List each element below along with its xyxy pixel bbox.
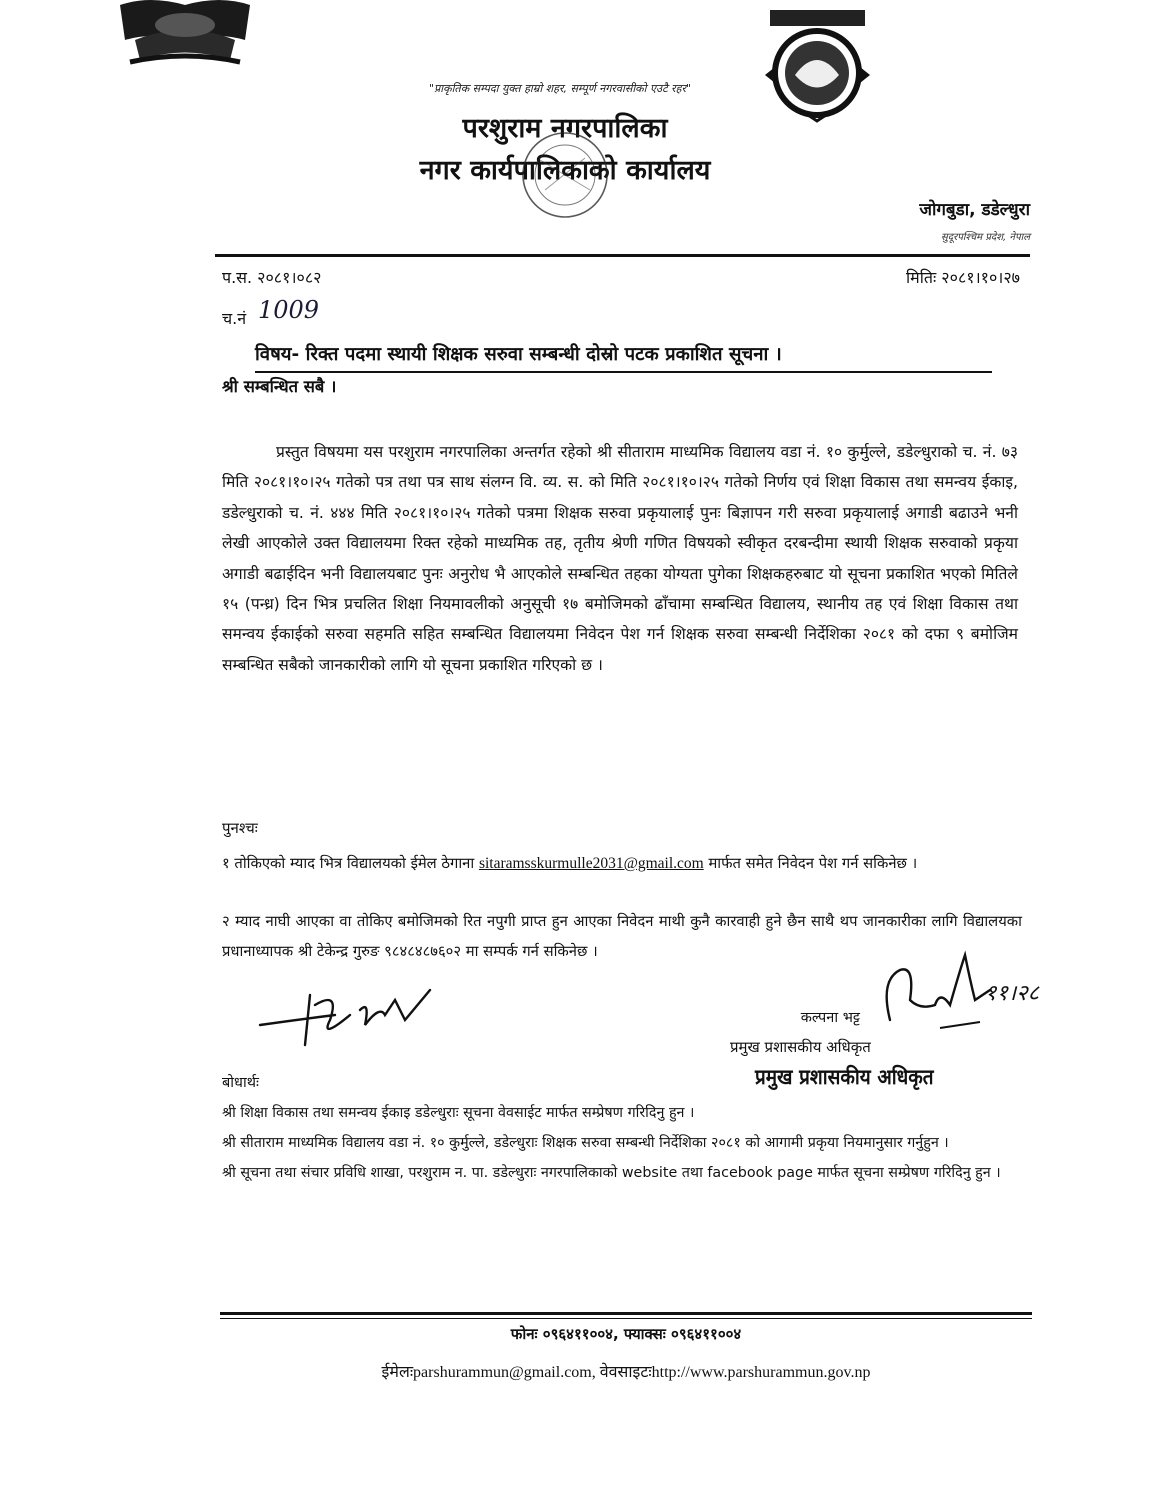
header-divider (215, 254, 1030, 257)
office-province: सुदूरपश्चिम प्रदेश, नेपाल (941, 232, 1030, 243)
notice-subject: विषय- रिक्त पदमा स्थायी शिक्षक सरुवा सम्बन्धी दोस्रो पटक प्रकाशित सूचना । (255, 344, 782, 365)
office-address: जोगबुडा, डडेल्धुरा (919, 200, 1030, 220)
school-email-link[interactable]: sitaramsskurmulle2031@gmail.com (478, 855, 704, 872)
cc-item: श्री शिक्षा विकास तथा समन्वय ईकाइ डडेल्धुराः सूचना वेवसाईट मार्फत सम्प्रेषण गरिदिनु हुन । (222, 1105, 695, 1121)
subject-underline (255, 371, 992, 373)
reference-number: प.स. २०८१।०८२ (222, 268, 322, 287)
footer-phone-fax: फोनः ०९६४११००४, फ्याक्सः ०९६४११००४ (510, 1325, 742, 1343)
salutation: श्री सम्बन्धित सबै । (222, 377, 337, 396)
office-stamp-icon (505, 130, 625, 230)
footer-divider (220, 1312, 1032, 1315)
postscript-label: पुनश्चः (222, 819, 258, 837)
office-name: नगर कार्यपालिकाको कार्यालय (419, 155, 711, 186)
letter-date: मितिः २०८१।१०।२७ (906, 268, 1020, 287)
footer-email-website: ईमेलःparshurammun@gmail.com, वेवसाइटःhttp://www.parshurammun.gov.np (381, 1364, 871, 1381)
signature-date: ११।२८ (985, 981, 1040, 1006)
signatory-name: कल्पना भट्ट (800, 1010, 860, 1026)
cc-label: बोधार्थः (222, 1075, 259, 1091)
right-signature (880, 950, 1055, 1040)
dispatch-number: 1009 (258, 296, 320, 324)
signatory-title: प्रमुख प्रशासकीय अधिकृत (730, 1038, 871, 1056)
footer-divider-thin (220, 1318, 1032, 1319)
dispatch-label: च.नं (222, 309, 247, 328)
notice-body: प्रस्तुत विषयमा यस परशुराम नगरपालिका अन्तर्गत रहेको श्री सीताराम माध्यमिक विद्यालय वडा नं. १० कुर्मुल्ले, डडेल्धुराको च. नं. ७३ मिति २०८१।१०।२५ गतेको पत्र तथा पत्र साथ संलग्न वि. व्य. स. को मिति २०८१।१०।२५ गतेको निर्णय एवं शिक्षा विकास तथा समन्वय ईकाइ, डडेल्धुराको च. नं. ४४४ मिति २०८१।१०।२५ गतेको पत्रमा शिक्षक सरुवा प्रकृयालाई पुनः बिज्ञापन गरी सरुवा प्रकृयालाई अगाडी बढाउने भनी लेखी आएकोले उक्त विद्यालयमा रिक्त रहेको माध्यमिक तह, तृतीय श्रेणी गणित विषयको स्वीकृत दरबन्दीमा स्थायी शिक्षक सरुवाको प्रकृया अगाडी बढाईदिन भनी विद्यालयबाट पुनः अनुरोध भै आएकोले सम्बन्धित तहका योग्यता पुगेका शिक्षकहरुबाट यो सूचना प्रकाशित भएको मितिले १५ (पन्ध्र) दिन भित्र प्रचलित शिक्षा नियमावलीको अनुसूची १७ बमोजिमको ढाँचामा सम्बन्धित विद्यालय, स्थानीय तह एवं शिक्षा विकास तथा समन्वय ईकाईको सरुवा सहमति सहित सम्बन्धित विद्यालयमा निवेदन पेश गर्न शिक्षक सरुवा सम्बन्धी निर्देशिका २०८१ को दफा ९ बमोजिम सम्बन्धित सबैको जानकारीको लागि यो सूचना प्रकाशित गरिएको छ । (222, 443, 1018, 674)
cc-list (222, 1098, 1022, 1188)
cc-item: श्री सूचना तथा संचार प्रविधि शाखा, परशुराम न. पा. डडेल्धुराः नगरपालिकाको website तथा facebook page मार्फत सूचना सम्प्रेषण गरिदिनु हुन । (222, 1165, 1001, 1181)
motto-text: "प्राकृतिक सम्पदा युक्त हाम्रो शहर, सम्पूर्ण नगरवासीको एउटै रहर" (428, 82, 692, 95)
municipality-logo-icon (755, 5, 880, 125)
left-signature (255, 985, 440, 1055)
municipality-name: परशुराम नगरपालिका (462, 113, 668, 144)
designation-stamp: प्रमुख प्रशासकीय अधिकृत (755, 1065, 934, 1089)
government-emblem-icon (110, 0, 260, 75)
postscript-item-1: १ तोकिएको म्याद भित्र विद्यालयको ईमेल ठेगाना sitaramsskurmulle2031@gmail.com मार्फत समेत निवेदन पेश गर्न सकिनेछ । (222, 855, 918, 872)
postscript-item-2: २ म्याद नाघी आएका वा तोकिए बमोजिमको रित नपुगी प्राप्त हुन आएका निवेदन माथी कुनै कारवाही हुने छैन साथै थप जानकारीका लागि विद्यालयका प्रधानाध्यापक श्री टेकेन्द्र गुरुङ ९८४८४८७६०२ मा सम्पर्क गर्न सकिनेछ । (222, 913, 1022, 960)
cc-item: श्री सीताराम माध्यमिक विद्यालय वडा नं. १० कुर्मुल्ले, डडेल्धुराः शिक्षक सरुवा सम्बन्धी निर्देशिका २०८१ को आगामी प्रकृया नियमानुसार गर्नुहुन । (222, 1135, 949, 1151)
